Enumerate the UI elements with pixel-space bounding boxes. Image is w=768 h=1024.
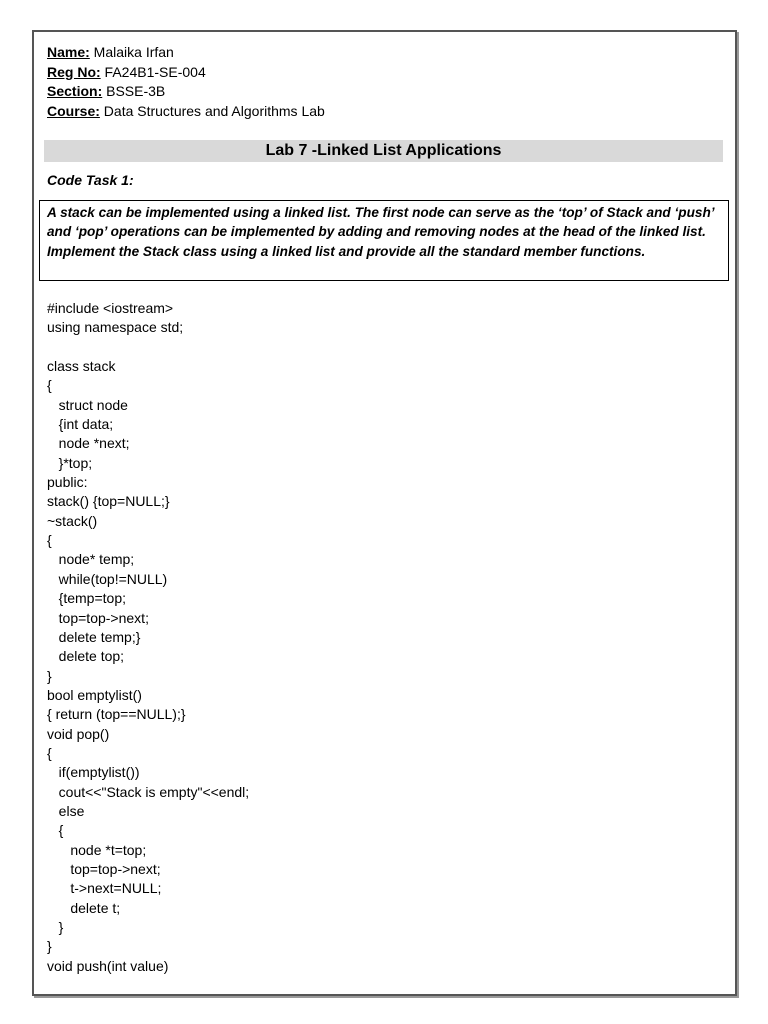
code-line: } [47, 938, 52, 955]
reg-value: FA24B1-SE-004 [100, 63, 206, 80]
code-line: stack() {top=NULL;} [47, 493, 170, 510]
code-line: using namespace std; [47, 319, 184, 336]
section-value: BSSE-3B [102, 83, 166, 99]
code-line: class stack [47, 358, 116, 375]
code-line: node* temp; [47, 551, 135, 568]
code-line: if(emptylist()) [47, 764, 140, 781]
section-label: Section: [47, 83, 103, 99]
code-line: } [47, 667, 52, 684]
code-line: top=top->next; [47, 860, 161, 877]
code-line: void push(int value) [47, 957, 169, 974]
code-line: cout<<"Stack is empty"<<endl; [47, 783, 250, 800]
code-line: }*top; [47, 454, 93, 471]
course-row [47, 102, 325, 122]
name-row [47, 43, 325, 63]
code-line: bool emptylist() [47, 686, 142, 703]
lab-title-band [44, 140, 723, 162]
code-line: } [47, 919, 64, 935]
code-line [47, 338, 249, 357]
task-description: A stack can be implemented using a linked list. The first node can serve as the ‘top’ of Stack and ‘push’ and ‘pop’ operations can be implemented by adding and removing nodes at the head of the linked list. Implement the Stack class using a linked list and provide all the standard member functions. [47, 205, 715, 259]
code-line: { [47, 822, 64, 839]
code-line: else [47, 802, 85, 819]
code-line: { return (top==NULL);} [47, 706, 186, 723]
code-line: { [47, 744, 52, 761]
code-line: node *next; [47, 435, 130, 452]
code-block [47, 299, 249, 976]
code-line: {int data; [47, 416, 114, 433]
code-line: delete temp;} [47, 628, 141, 645]
section-row [47, 82, 325, 102]
code-line: struct node [47, 396, 128, 413]
reg-label: Reg No: [47, 63, 101, 80]
code-line: { [47, 377, 52, 394]
lab-title: Lab 7 -Linked List Applications [265, 142, 502, 159]
code-line: delete t; [47, 899, 121, 916]
code-line: { [47, 532, 52, 549]
code-line: {temp=top; [47, 590, 126, 607]
student-info [47, 43, 325, 121]
course-label: Course: [47, 102, 100, 119]
code-line: void pop() [47, 725, 110, 742]
code-line: ~stack() [47, 512, 98, 529]
name-value: Malaika Irfan [89, 44, 174, 60]
code-line: public: [47, 474, 88, 491]
course-value: Data Structures and Algorithms Lab [99, 102, 325, 119]
name-label: Name: [47, 44, 90, 60]
task-label: Code Task 1: [47, 172, 134, 188]
code-line: delete top; [47, 648, 125, 665]
code-line: t->next=NULL; [47, 880, 162, 897]
reg-row [47, 63, 325, 83]
code-line: #include <iostream> [47, 300, 174, 316]
code-line: node *t=top; [47, 841, 147, 858]
code-line: while(top!=NULL) [47, 570, 168, 587]
code-line: top=top->next; [47, 609, 149, 626]
task-description-box [39, 200, 729, 281]
